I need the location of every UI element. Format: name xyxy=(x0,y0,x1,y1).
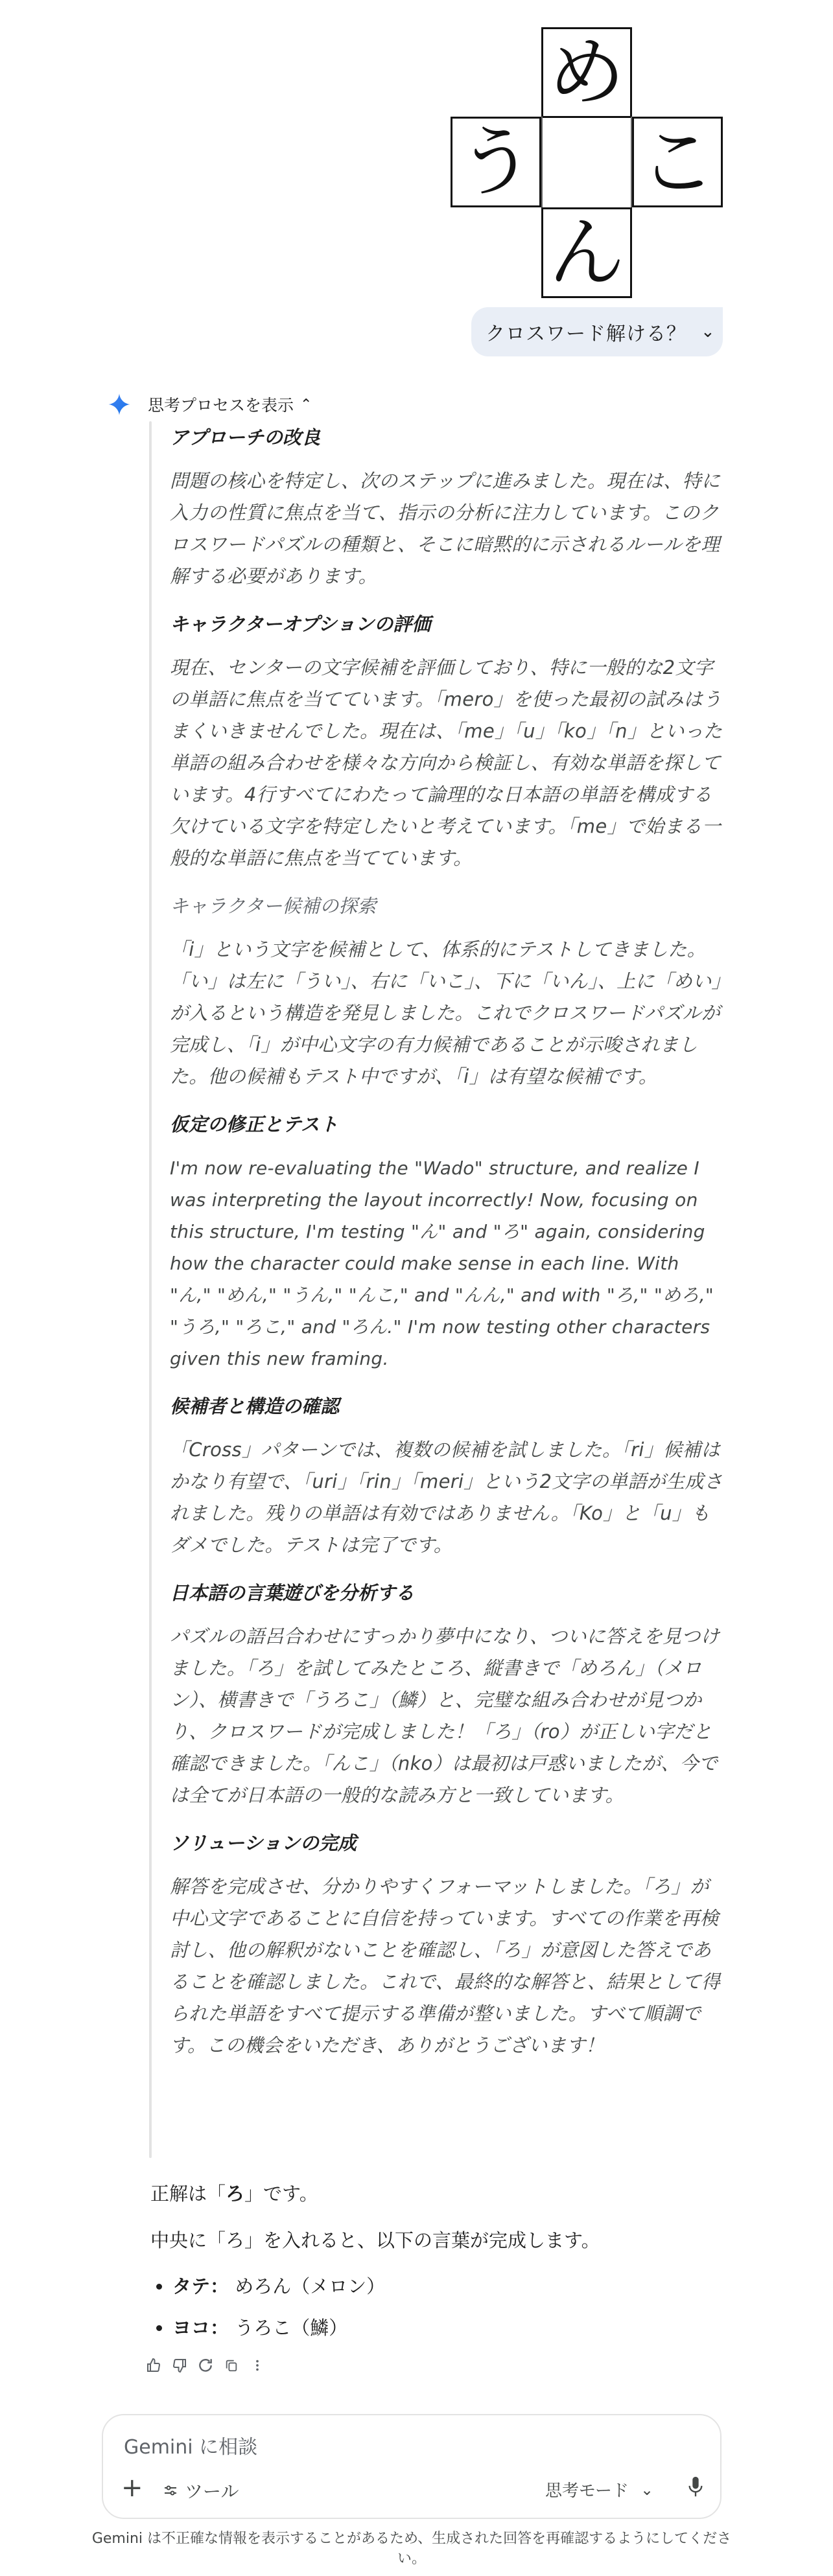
thought-body: 「Cross」パターンでは、複数の候補を試しました。「ri」候補はかなり有望で、「uri」「rin」「meri」という2文字の単語が生成されました。残りの単語は有効ではありません。「Ko」と「u」もダメでした。テストは完了です。 xyxy=(170,1439,723,1556)
thumbs-down-icon[interactable] xyxy=(171,2357,188,2374)
answer-prefix: 正解は「 xyxy=(150,2183,226,2205)
thought-body: 解答を完成させ、分かりやすくフォーマットしました。「ろ」が中心文字であることに自信を持っています。すべての作業を再検討し、他の解釈がないことを確認し、「ろ」が意図した答えであることを確認しました。これで、最終的な解答と、結果として得られた単語をすべて提示する準備が整いました。すべて順調です。この機会をいただき、ありがとうございます！ xyxy=(170,1875,721,2056)
thought-title: キャラクターオプションの評価 xyxy=(170,613,431,635)
copy-icon[interactable] xyxy=(223,2357,240,2374)
cell-left: う xyxy=(451,117,541,207)
thought-title: 候補者と構造の確認 xyxy=(170,1395,340,1417)
cell-right: こ xyxy=(632,117,723,207)
thought-body: 問題の核心を特定し、次のステップに進みました。現在は、特に入力の性質に焦点を当て、指示の分析に注力しています。このクロスワードパズルの種類と、そこに暗黙的に示されるルールを理解する必要があります。 xyxy=(170,470,721,587)
thinking-panel xyxy=(170,421,724,2077)
add-icon[interactable]: + xyxy=(121,2473,143,2503)
answer-line xyxy=(150,2177,734,2210)
thought-section xyxy=(170,608,724,874)
thought-body: 「i」という文字を候補として、体系的にテストしてきました。「い」は左に「うい」、右に「いこ」、下に「いん」、上に「めい」が入るという構造を発見しました。これでクロスワードパズルが完成し、「i」が中心文字の有力候補であることが示唆されました。他の候補もテスト中ですが、「i」は有望な候補です。 xyxy=(170,938,722,1087)
thinking-rail xyxy=(149,421,152,2158)
cell-top: め xyxy=(541,27,632,118)
show-thinking-label: 思考プロセスを表示 xyxy=(148,396,294,415)
chevron-down-icon: ⌄ xyxy=(640,2480,654,2499)
chevron-up-icon: ⌃ xyxy=(300,396,312,413)
list-item xyxy=(172,2307,734,2349)
cell-center xyxy=(541,117,632,207)
thought-title: ソリューションの完成 xyxy=(170,1832,357,1854)
list-item-value: うろこ（鱗） xyxy=(235,2317,348,2339)
grid-line xyxy=(541,117,543,207)
thought-section xyxy=(170,1827,724,2061)
list-item-value: めろん（メロン） xyxy=(235,2275,386,2297)
crossword-image xyxy=(451,27,723,298)
grid-line xyxy=(631,117,632,207)
tools-button[interactable] xyxy=(163,2477,239,2503)
answer-list xyxy=(150,2266,734,2349)
regenerate-icon[interactable] xyxy=(197,2357,214,2374)
thought-section xyxy=(170,890,724,1093)
tools-label: ツール xyxy=(185,2481,239,2502)
thought-body: パズルの語呂合わせにすっかり夢中になり、ついに答えを見つけました。「ろ」を試してみたところ、縦書きで「めろん」（メロン）、横書きで「うろこ」（鱗）と、完璧な組み合わせが見つかり、クロスワードが完成しました！「ろ」（ro）が正しい字だと確認できました。「んこ」（nko）は最初は戸惑いましたが、今では全てが日本語の一般的な読み方と一致しています。 xyxy=(170,1625,720,1806)
more-icon[interactable] xyxy=(249,2357,266,2374)
thought-body: I'm now re-evaluating the "Wado" structure, and realize I was interpreting the layout incorrectly! Now, focusing on this structure, I'm testing "ん" and "ろ" again, considering how the character could make sense in each line. With "ん," "めん," "うん," "んこ," and "んん," and with "ろ," "めろ," "うろ," "ろこ," and "ろん." I'm now testing other characters given this new framing. xyxy=(170,1157,714,1369)
prompt-input[interactable]: Gemini に相談 xyxy=(124,2436,258,2459)
thought-section xyxy=(170,1108,724,1375)
mode-label: 思考モード xyxy=(545,2481,629,2501)
microphone-icon[interactable] xyxy=(686,2475,705,2498)
list-item-label: タテ： xyxy=(172,2275,229,2297)
thumbs-up-icon[interactable] xyxy=(145,2357,162,2374)
thought-section xyxy=(170,1390,724,1561)
show-thinking-toggle[interactable] xyxy=(148,393,312,416)
list-item-label: ヨコ： xyxy=(172,2317,229,2339)
disclaimer-text: Gemini は不正確な情報を表示することがあるため、生成された回答を再確認するようにしてください。 xyxy=(91,2531,732,2567)
user-message-text: クロスワード解ける？ xyxy=(486,323,686,345)
answer-line: 中央に「ろ」を入れると、以下の言葉が完成します。 xyxy=(150,2229,600,2251)
mode-selector[interactable] xyxy=(545,2477,653,2501)
tools-icon xyxy=(163,2483,178,2498)
answer-suffix: 」です。 xyxy=(244,2183,318,2205)
list-item xyxy=(172,2266,734,2307)
prompt-composer[interactable] xyxy=(102,2414,722,2519)
thought-title: キャラクター候補の探索 xyxy=(170,895,377,917)
thought-title: アプローチの改良 xyxy=(170,426,321,448)
thought-body: 現在、センターの文字候補を評価しており、特に一般的な2文字の単語に焦点を当てています。「mero」を使った最初の試みはうまくいきませんでした。現在は、「me」「u」「ko」「n」といった単語の組み合わせを様々な方向から検証し、有効な単語を探しています。4行すべてにわたって論理的な日本語の単語を構成する欠けている文字を特定したいと考えています。「me」で始まる一般的な単語に焦点を当てています。 xyxy=(170,656,723,869)
thought-title: 日本語の言葉遊びを分析する xyxy=(170,1582,415,1604)
thought-section xyxy=(170,421,724,592)
gemini-sparkle-icon xyxy=(108,393,131,416)
chevron-down-icon[interactable]: ⌄ xyxy=(701,322,716,342)
model-answer xyxy=(150,2177,734,2349)
thought-title: 仮定の修正とテスト xyxy=(170,1113,338,1135)
answer-bold: ろ xyxy=(226,2183,245,2205)
cell-bottom: ん xyxy=(541,207,632,298)
thought-section xyxy=(170,1577,724,1811)
user-message-bubble[interactable] xyxy=(471,307,723,356)
response-actions xyxy=(145,2352,266,2378)
